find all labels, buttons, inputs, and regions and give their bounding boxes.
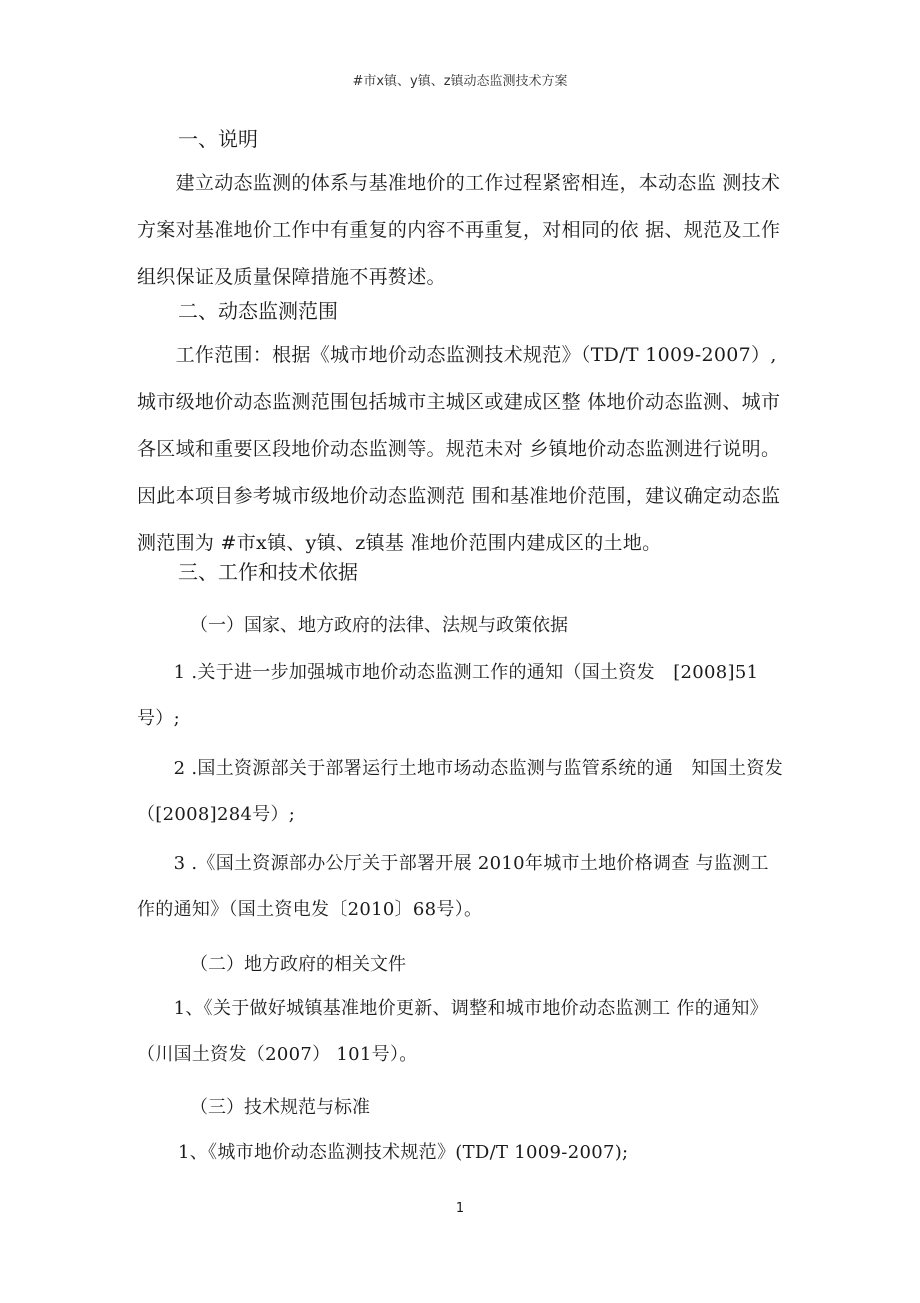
subsection-1-heading: （一）国家、地方政府的法律、法规与政策依据	[190, 615, 568, 636]
list-item: 3 .《国土资源部办公厅关于部署开展 2010年城市土地价格调查 与监测工作的通知》（国土资电发〔2010〕68号）。	[137, 853, 769, 920]
section-2-paragraph: 工作范围：根据《城市地价动态监测技术规范》（TD/T 1009-2007）,城市级地价动态监测范围包括城市主城区或建成区整 体地价动态监测、城市各区域和重要区段地价动态监测等。规范未对 乡镇地价动态监测进行说明。因此本项目参考城市级地价动态监测范 围和基准地价范围，建议确定动态监测范围为 #市x镇、y镇、z镇基 准地价范围内建成区的土地。	[137, 344, 781, 554]
list-item: 1 .关于进一步加强城市地价动态监测工作的通知（国土资发 [2008]51号）;	[137, 662, 759, 729]
section-2-heading: 二、动态监测范围	[178, 299, 338, 323]
section-1-heading: 一、说明	[178, 127, 258, 151]
section-3-heading: 三、工作和技术依据	[178, 560, 358, 584]
page-number: 1	[455, 1201, 465, 1216]
running-header: #市x镇、y镇、z镇动态监测技术方案	[352, 74, 568, 89]
subsection-3-heading: （三）技术规范与标准	[190, 1097, 370, 1118]
subsection-2-heading: （二）地方政府的相关文件	[190, 954, 406, 975]
list-item: 1、《城市地价动态监测技术规范》(TD/T 1009-2007);	[178, 1142, 629, 1163]
list-item: 2 .国土资源部关于部署运行土地市场动态监测与监管系统的通 知国土资发（[2008]284号）;	[137, 758, 783, 825]
list-item: 1、《关于做好城镇基准地价更新、调整和城市地价动态监测工 作的通知》（川国土资发（2007） 101号）。	[137, 998, 768, 1065]
section-1-paragraph: 建立动态监测的体系与基准地价的工作过程紧密相连，本动态监 测技术方案对基准地价工作中有重复的内容不再重复，对相同的依 据、规范及工作组织保证及质量保障措施不再赘述。	[137, 172, 781, 288]
